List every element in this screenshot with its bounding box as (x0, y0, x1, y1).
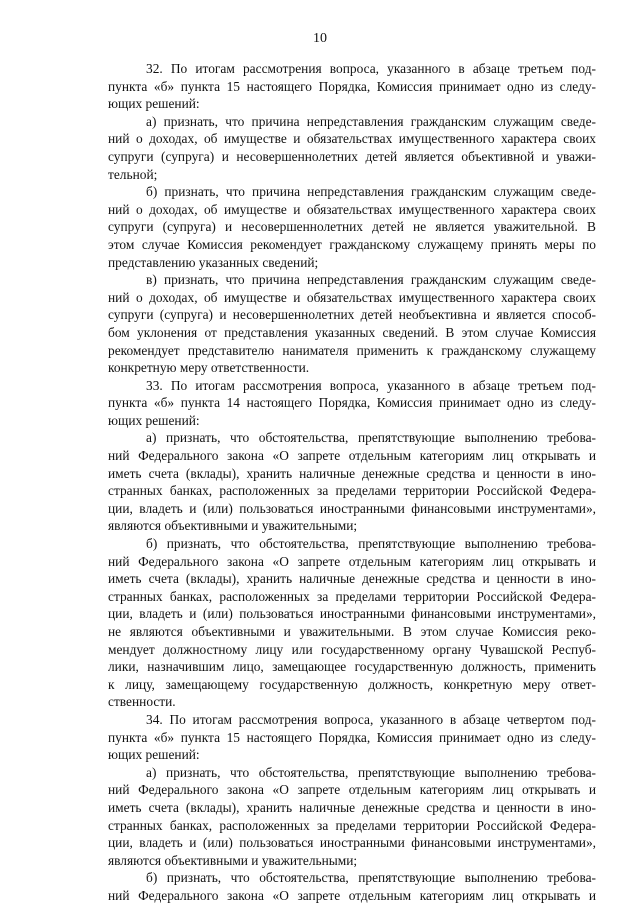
text-line: б) признать, что причина непредставления гражданским служащим сведе- (146, 184, 596, 200)
text-line: представлению указанных сведений; (108, 254, 319, 270)
text-line: супруги (супруга) и несовершеннолетних детей является объективной и уважи- (108, 148, 596, 164)
page-number: 10 (313, 31, 327, 46)
text-line: супруги (супруга) и несовершеннолетних детей не является уважительной. В (108, 219, 596, 235)
text-line: странных банках, расположенных за пределами территории Российской Федера- (108, 483, 596, 499)
text-line: пункта «б» пункта 15 настоящего Порядка, Комиссия принимает одно из следу- (108, 729, 596, 745)
text-line: тельной; (108, 166, 158, 182)
text-line: конкретную меру ответственности. (108, 360, 310, 376)
text-line: ний о доходах, об имуществе и обязательствах имущественного характера своих (108, 131, 596, 147)
text-line: ющих решений: (108, 412, 200, 428)
text-line: ющих решений: (108, 747, 200, 763)
text-line: ний Федерального закона «О запрете отдельным категориям лиц открывать и (108, 448, 596, 464)
text-line: не являются объективными и уважительными. В этом случае Комиссия реко- (108, 624, 596, 639)
text-line: в) признать, что причина непредставления гражданским служащим сведе- (146, 272, 596, 288)
text-line: ции, владеть и (или) пользоваться иностранными финансовыми инструментами», (108, 835, 596, 851)
text-line: а) признать, что причина непредставления гражданским служащим сведе- (146, 113, 596, 129)
text-line: ственности. (108, 694, 176, 710)
text-line: 32. По итогам рассмотрения вопроса, указанного в абзаце третьем под- (146, 61, 596, 76)
text-line: странных банках, расположенных за пределами территории Российской Федера- (108, 588, 596, 604)
text-line: являются объективными и уважительными; (108, 518, 358, 534)
text-line: являются объективными и уважительными; (108, 852, 358, 868)
text-line: иметь счета (вклады), хранить наличные денежные средства и ценности в ино- (108, 571, 596, 587)
text-line: б) признать, что обстоятельства, препятствующие выполнению требова- (146, 536, 596, 552)
text-line: ющих решений: (108, 96, 200, 112)
text-line: пункта «б» пункта 14 настоящего Порядка, Комиссия принимает одно из следу- (108, 395, 596, 411)
text-line: пункта «б» пункта 15 настоящего Порядка, Комиссия принимает одно из следу- (108, 78, 596, 94)
text-line: 34. По итогам рассмотрения вопроса, указанного в абзаце четвертом под- (146, 711, 596, 727)
text-line: а) признать, что обстоятельства, препятствующие выполнению требова- (146, 430, 596, 446)
text-line: мендует должностному лицу или государственному органу Чувашской Респуб- (108, 641, 596, 657)
text-line: этом случае Комиссия рекомендует гражданскому служащему принять меры по (108, 236, 596, 252)
text-line: бом уклонения от представления указанных сведений. В этом случае Комиссия (108, 324, 596, 340)
text-line: иметь счета (вклады), хранить наличные денежные средства и ценности в ино- (108, 465, 596, 481)
text-line: рекомендует представителю нанимателя применить к гражданскому служащему (108, 342, 596, 358)
document-body (108, 60, 596, 905)
text-line: б) признать, что обстоятельства, препятствующие выполнению требова- (146, 870, 596, 886)
text-line: лики, назначившим лицо, замещающее государственную должность, применить (108, 659, 596, 675)
text-line: к лицу, замещающему государственную должность, конкретную меру ответ- (108, 676, 596, 692)
text-line: ний Федерального закона «О запрете отдельным категориям лиц открывать и (108, 887, 596, 903)
text-line: ции, владеть и (или) пользоваться иностранными финансовыми инструментами», (108, 606, 596, 622)
text-line: ний Федерального закона «О запрете отдельным категориям лиц открывать и (108, 553, 596, 569)
text-line: ний о доходах, об имуществе и обязательствах имущественного характера своих (108, 289, 596, 305)
text-line: ции, владеть и (или) пользоваться иностранными финансовыми инструментами», (108, 500, 596, 516)
text-line: 33. По итогам рассмотрения вопроса, указанного в абзаце третьем под- (146, 377, 596, 393)
text-line: иметь счета (вклады), хранить наличные денежные средства и ценности в ино- (108, 799, 596, 815)
text-line: ний о доходах, об имуществе и обязательствах имущественного характера своих (108, 201, 596, 217)
text-line: супруги (супруга) и несовершеннолетних детей необъективна и является способ- (108, 307, 596, 323)
text-line: ний Федерального закона «О запрете отдельным категориям лиц открывать и (108, 782, 596, 798)
text-line: а) признать, что обстоятельства, препятствующие выполнению требова- (146, 764, 596, 780)
text-line: странных банках, расположенных за пределами территории Российской Федера- (108, 817, 596, 833)
